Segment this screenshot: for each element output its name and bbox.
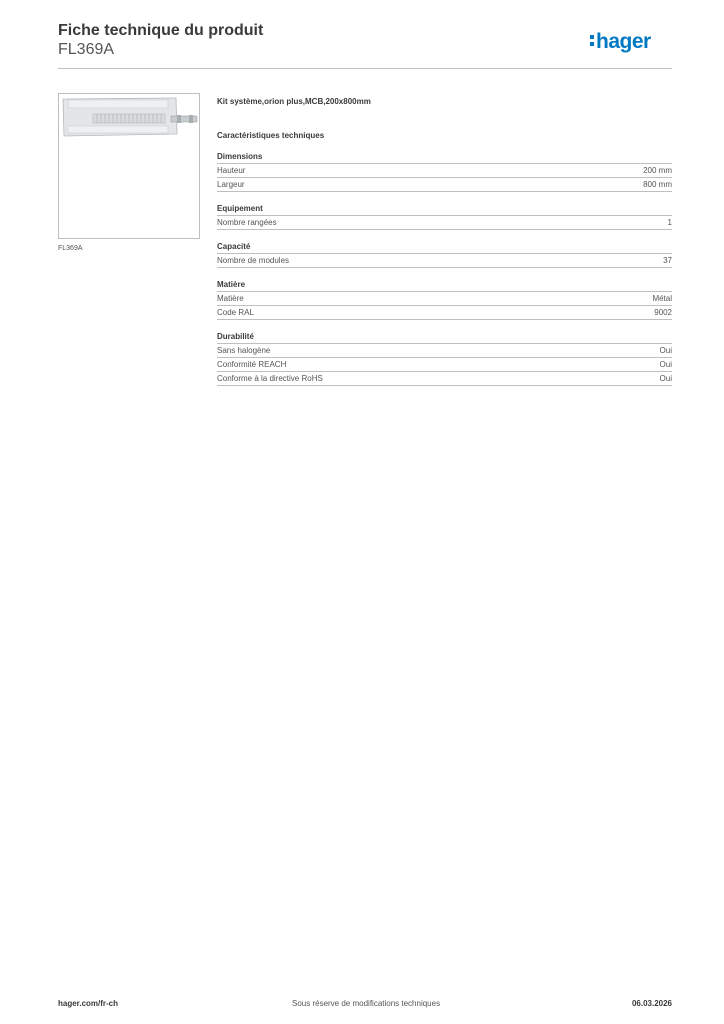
section-title: Caractéristiques techniques (217, 131, 325, 140)
row-value: 37 (663, 256, 672, 265)
logo-text: hager (596, 30, 651, 53)
group-title-capacite: Capacité (217, 241, 672, 254)
spec-sheet (217, 96, 672, 386)
logo-colon-icon (590, 34, 594, 48)
spec-row-sans-halogene (217, 344, 672, 358)
product-image (58, 93, 200, 239)
group-title-matiere: Matière (217, 279, 672, 292)
header-divider (58, 68, 672, 69)
row-label: Matière (217, 294, 244, 303)
image-caption: FL369A (58, 245, 83, 252)
row-label: Nombre de modules (217, 256, 290, 265)
spec-row-nombre-modules (217, 254, 672, 268)
product-code: FL369A (58, 41, 115, 58)
product-description: Kit système,orion plus,MCB,200x800mm (217, 97, 371, 106)
row-label: Conforme à la directive RoHS (217, 374, 323, 383)
row-value: Oui (659, 346, 672, 355)
page-title: Fiche technique du produit (58, 22, 264, 39)
spec-row-largeur (217, 178, 672, 192)
group-title-equipement: Equipement (217, 203, 672, 216)
spec-row-matiere (217, 292, 672, 306)
product-panel-illustration (59, 94, 199, 238)
hager-logo (590, 30, 651, 54)
row-value: 9002 (654, 308, 672, 317)
footer-notice: Sous réserve de modifications techniques (292, 999, 441, 1008)
row-label: Largeur (217, 180, 245, 189)
group-title-dimensions: Dimensions (217, 151, 672, 164)
spec-row-conformite-reach (217, 358, 672, 372)
row-value: 1 (667, 218, 672, 227)
row-label: Nombre rangées (217, 218, 277, 227)
spec-row-nombre-rangees (217, 216, 672, 230)
row-value: 800 mm (643, 180, 672, 189)
footer-date: 06.03.2026 (631, 999, 672, 1008)
row-value: Oui (659, 374, 672, 383)
row-value: Métal (652, 294, 672, 303)
group-title-durabilite: Durabilité (217, 331, 672, 344)
row-label: Sans halogène (217, 346, 271, 355)
footer-website-link[interactable]: hager.com/fr-ch (58, 999, 119, 1008)
row-label: Hauteur (217, 166, 246, 175)
row-value: 200 mm (643, 166, 672, 175)
row-value: Oui (659, 360, 672, 369)
spec-row-conforme-rohs (217, 372, 672, 386)
row-label: Conformité REACH (217, 360, 287, 369)
spec-row-code-ral (217, 306, 672, 320)
row-label: Code RAL (217, 308, 254, 317)
spec-row-hauteur (217, 164, 672, 178)
